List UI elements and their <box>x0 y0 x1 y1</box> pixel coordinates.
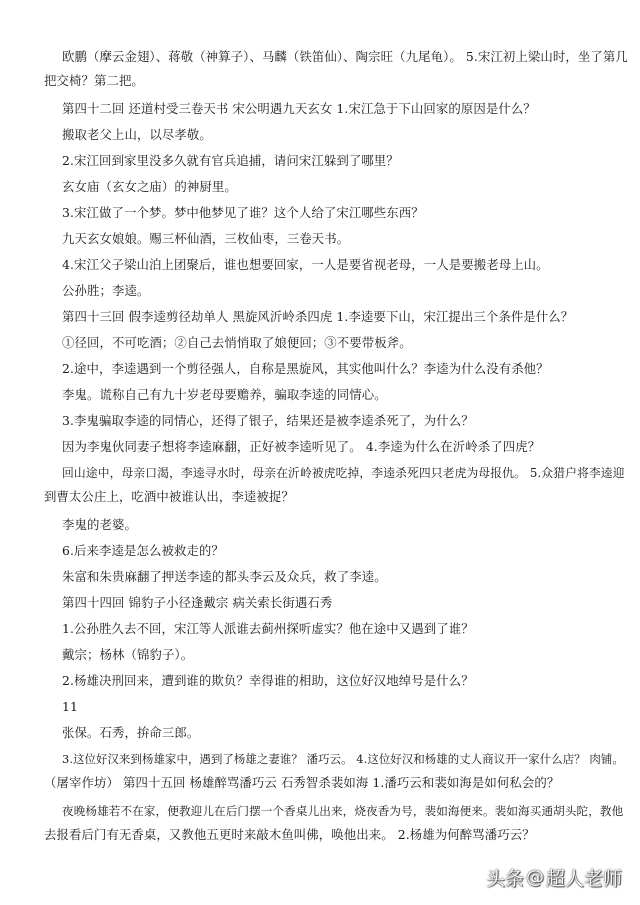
answer-line: 夜晚杨雄若不在家，便教迎儿在后门摆一个香桌儿出来，烧夜香为号，裴如海便来。裴如海买通胡头陀，教他 <box>62 804 624 818</box>
answer-line: 张保。石秀，拚命三郎。 <box>62 725 200 740</box>
answer-line: 戴宗；杨林（锦豹子）。 <box>62 647 194 662</box>
question-line: 4.宋江父子梁山泊上团聚后，谁也想要回家，一人是要省视老母，一人是要搬老母上山。 <box>62 257 549 272</box>
question-line: 2.宋江回到家里没多久就有官兵追捕，请问宋江躲到了哪里？ <box>62 153 399 168</box>
text-line: 把交椅？第二把。 <box>44 73 144 88</box>
answer-line: 公孙胜；李逵。 <box>62 283 150 298</box>
answer-line: 回山途中，母亲口渴，李逵寻水时，母亲在沂岭被虎吃掉，李逵杀死四只老虎为母报仇。 5.众猎户将李逵迎 <box>62 466 625 480</box>
chapter-heading-43: 第四十三回 假李逵剪径劫单人 黑旋风沂岭杀四虎 1.李逵要下山，宋江提出三个条件是什么？ <box>62 309 574 324</box>
question-line: 3.这位好汉来到杨雄家中，遇到了杨雄之妻谁？ 潘巧云。 4.这位好汉和杨雄的丈人商议开一家什么店？ 肉铺。 <box>62 752 624 766</box>
text-line: 欧鹏（摩云金翅）、蒋敬（神算子）、马麟（铁笛仙）、陶宗旺（九尾龟）。 5.宋江初上梁山时，坐了第几 <box>62 49 628 64</box>
question-line: 3.宋江做了一个梦。梦中他梦见了谁？这个人给了宋江哪些东西？ <box>62 205 424 220</box>
text-line: 去报看后门有无香桌，又教他五更时来敲木鱼叫佛，唤他出来。 2.杨雄为何醉骂潘巧云？ <box>44 827 535 842</box>
answer-line: 朱富和朱贵麻翻了押送李逵的都头李云及众兵，救了李逵。 <box>62 569 387 584</box>
chapter-heading-44: 第四十四回 锦豹子小径逢戴宗 病关索长街遇石秀 <box>62 595 333 610</box>
answer-line: 九天玄女娘娘。赐三杯仙酒，三枚仙枣，三卷天书。 <box>62 231 350 246</box>
watermark <box>486 864 622 891</box>
answer-line: 玄女庙（玄女之庙）的神厨里。 <box>62 179 237 194</box>
answer-line: 李鬼。谎称自己有九十岁老母要赡养，骗取李逵的同情心。 <box>62 387 387 402</box>
question-line: 2.途中，李逵遇到一个剪径强人，自称是黑旋风，其实他叫什么？李逵为什么没有杀他？ <box>62 361 549 376</box>
answer-line: ①径回，不可吃酒；②自己去悄悄取了娘便回；③不要带板斧。 <box>62 335 412 350</box>
question-line: 6.后来李逵是怎么被救走的？ <box>62 543 224 558</box>
question-line: 3.李鬼骗取李逵的同情心，还得了银子，结果还是被李逵杀死了，为什么？ <box>62 413 474 428</box>
question-line: 1.公孙胜久去不回，宋江等人派谁去蓟州探听虚实？他在途中又遇到了谁？ <box>62 621 474 636</box>
answer-line: 因为李鬼伙同妻子想将李逵麻翻，正好被李逵听见了。 4.李逵为什么在沂岭杀了四虎？ <box>62 439 541 454</box>
answer-line: 搬取老父上山，以尽孝敬。 <box>62 127 212 142</box>
watermark-prefix: 头条 <box>485 868 524 890</box>
answer-line: 李鬼的老婆。 <box>62 517 137 532</box>
watermark-name: 超人老师 <box>545 868 622 890</box>
text-line: 到曹太公庄上，吃酒中被谁认出，李逵被捉？ <box>44 489 294 504</box>
question-line: 2.杨雄决刑回来，遭到谁的欺负？幸得谁的相助，这位好汉地绰号是什么？ <box>62 673 474 688</box>
chapter-heading-42: 第四十二回 还道村受三卷天书 宋公明遇九天玄女 1.宋江急于下山回家的原因是什么？ <box>62 101 536 116</box>
watermark-at: @ <box>525 867 544 888</box>
chapter-heading-45: （屠宰作坊） 第四十五回 杨雄醉骂潘巧云 石秀智杀裴如海 1.潘巧云和裴如海是如何私会的？ <box>44 775 560 790</box>
page-number: 11 <box>62 699 78 714</box>
